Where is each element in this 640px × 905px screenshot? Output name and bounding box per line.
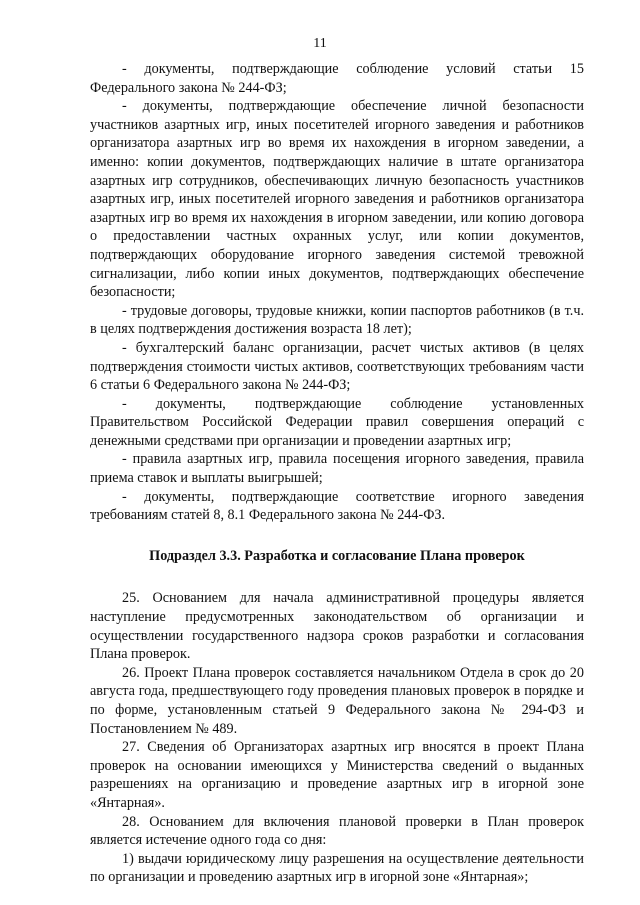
list-item: - бухгалтерский баланс организации, расчет чистых активов (в целях подтверждения стоимости чистых активов, соответствующих требованиям части 6 статьи 6 Федерального закона № 244-ФЗ; [90, 339, 584, 394]
paragraph-28-item-1: 1) выдачи юридическому лицу разрешения на осуществление деятельности по организации и проведению азартных игр в игорной зоне «Янтарная»; [90, 850, 584, 886]
section-heading: Подраздел 3.3. Разработка и согласование Плана проверок [149, 547, 525, 564]
document-body [90, 60, 584, 887]
list-item: - документы, подтверждающие соответствие игорного заведения требованиям статей 8, 8.1 Федерального закона № 244-ФЗ. [90, 488, 584, 524]
page-number: 11 [313, 36, 327, 51]
list-item: - правила азартных игр, правила посещения игорного заведения, правила приема ставок и выплаты выигрышей; [90, 451, 584, 487]
paragraph-28: 28. Основанием для включения плановой проверки в План проверок является истечение одного года со дня: [90, 813, 584, 849]
paragraph-27: 27. Сведения об Организаторах азартных игр вносятся в проект Плана проверок на основании имеющихся у Министерства сведений о выданных разрешениях на организацию и проведение азартных игр в игорной зоне «Янтарная». [90, 739, 584, 811]
paragraph-25: 25. Основанием для начала административной процедуры является наступление предусмотренных законодательством об организации и осуществлении государственного надзора сроков разработки и согласования Плана проверок. [90, 590, 584, 663]
paragraph-26: 26. Проект Плана проверок составляется начальником Отдела в срок до 20 августа года, предшествующего году проведения плановых проверок в порядке и по форме, установленным статьей 9 Федерального закона № 294-ФЗ и Постановлением № 489. [90, 664, 584, 737]
list-item: - документы, подтверждающие соблюдение установленных Правительством Российской Федерации правил совершения операций с денежными средствами при организации и проведении азартных игр; [90, 395, 584, 449]
list-item: - документы, подтверждающие обеспечение личной безопасности участников азартных игр, иных посетителей игорного заведения и работников организатора азартных игр во время их нахождения в игорном заведении, а именно: копии документов, подтверждающих наличие в штате организатора азартных игр сотрудников, обеспечивающих личную безопасность участников азартных игр, иных посетителей игорного заведения и работников организатора азартных игр во время их нахождения в игорном заведении, или копию договора о предоставлении частных охранных услуг, или копии документов, подтверждающих оборудование игорного заведения системой тревожной сигнализации, либо копии иных документов, подтверждающих обеспечение безопасности; [90, 98, 584, 301]
list-item: - трудовые договоры, трудовые книжки, копии паспортов работников (в т.ч. в целях подтверждения достижения возраста 18 лет); [90, 302, 584, 338]
list-item: - документы, подтверждающие соблюдение условий статьи 15 Федерального закона № 244-ФЗ; [90, 61, 584, 96]
